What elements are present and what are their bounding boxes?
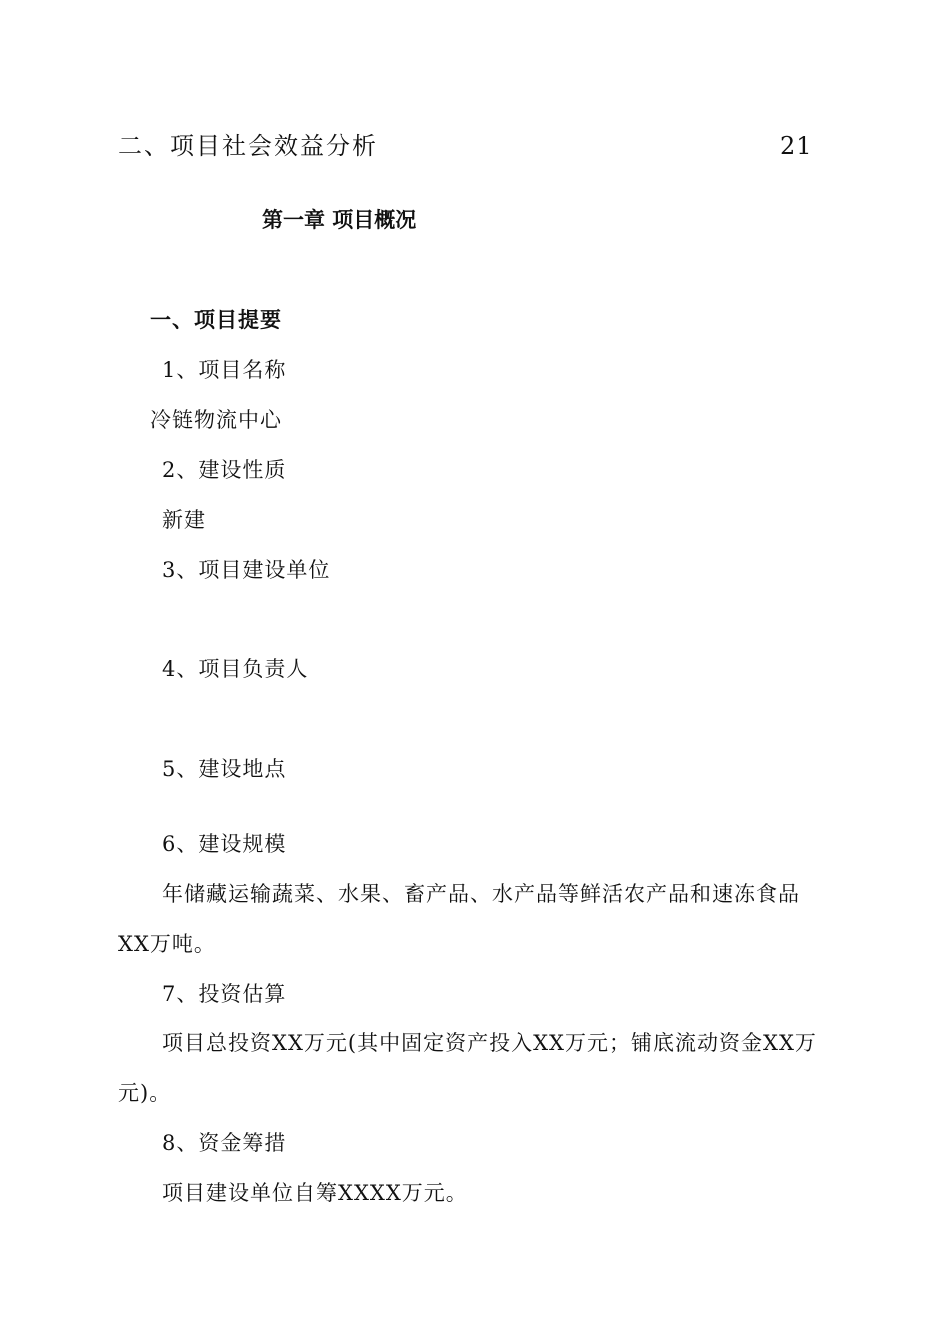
item-funding-label: 8、资金筹措 — [162, 1131, 287, 1155]
item-investment-value-line-1: 项目总投资XX万元(其中固定资产投入XX万元；铺底流动资金XX万 — [162, 1031, 817, 1055]
item-scale-value-line-1: 年储藏运输蔬菜、水果、畜产品、水产品等鲜活农产品和速冻食品 — [162, 882, 800, 906]
toc-entry-page-number: 21 — [780, 132, 813, 160]
item-investment-label: 7、投资估算 — [162, 982, 287, 1006]
toc-entry-title: 二、项目社会效益分析 — [118, 132, 378, 160]
item-investment-value-line-2: 元)。 — [118, 1081, 172, 1105]
item-funding-value: 项目建设单位自筹XXXX万元。 — [162, 1181, 468, 1205]
item-project-owner-label: 4、项目负责人 — [162, 657, 309, 681]
item-scale-label: 6、建设规模 — [162, 832, 287, 856]
item-construction-nature-label: 2、建设性质 — [162, 458, 287, 482]
item-construction-nature-value: 新建 — [162, 508, 206, 532]
item-construction-unit-label: 3、项目建设单位 — [162, 558, 331, 582]
item-scale-value-line-2: XX万吨。 — [118, 932, 216, 956]
item-project-name-label: 1、项目名称 — [162, 358, 287, 382]
item-project-name-value: 冷链物流中心 — [150, 408, 282, 432]
item-location-label: 5、建设地点 — [162, 757, 287, 781]
section-heading: 一、项目提要 — [150, 307, 282, 332]
chapter-heading: 第一章 项目概况 — [262, 207, 417, 232]
